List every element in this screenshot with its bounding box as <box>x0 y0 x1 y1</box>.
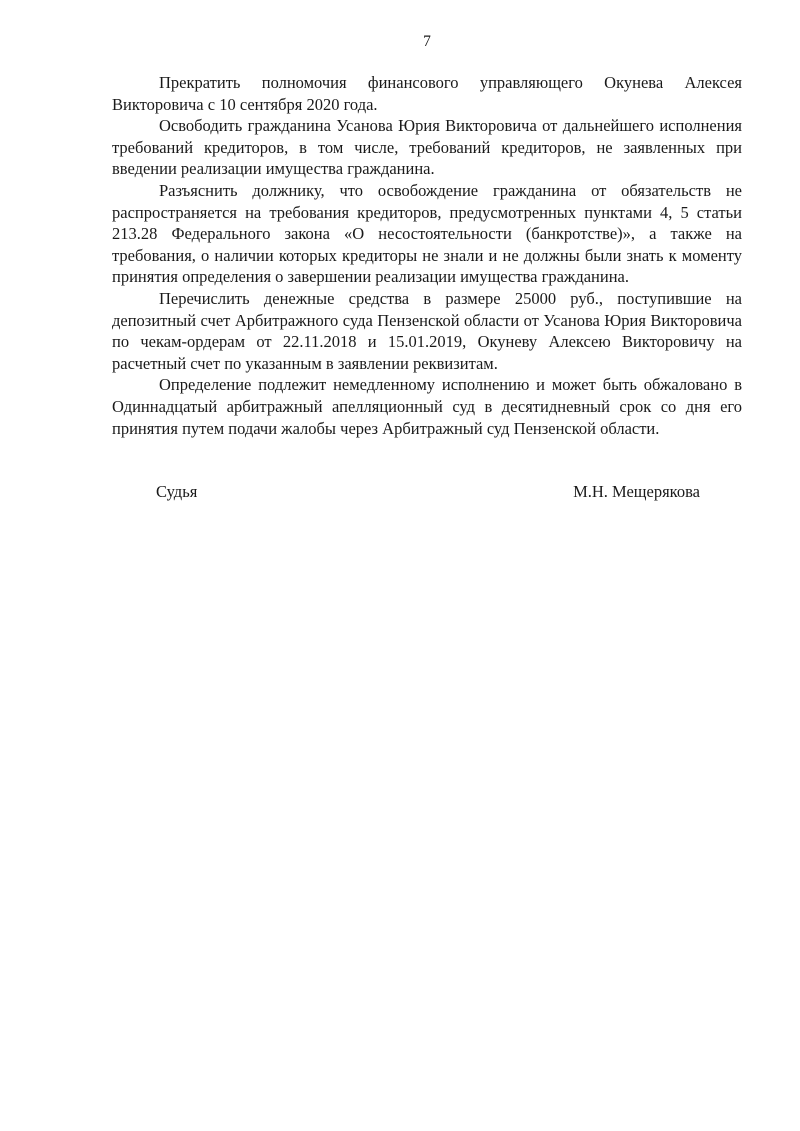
paragraph-transfer-funds: Перечислить денежные средства в размере 25000 руб., поступившие на депозитный счет Арбитражного суда Пензенской области от Усанова Юрия Викторовича по чекам-ордерам от 22.11.2018 и 15.01.2019, Окуневу Алексею Викторовичу на расчетный счет по указанным в заявлении реквизитам. <box>112 288 742 373</box>
document-body <box>112 72 742 439</box>
page-number: 7 <box>423 33 431 50</box>
paragraph-release-citizen: Освободить гражданина Усанова Юрия Викторовича от дальнейшего исполнения требований кредиторов, в том числе, требований кредиторов, не заявленных при введении реализации имущества гражданина. <box>112 116 742 179</box>
paragraph-terminate-powers: Прекратить полномочия финансового управляющего Окунева Алексея Викторовича с 10 сентября 2020 года. <box>112 73 742 114</box>
paragraph-clarify-debtor: Разъяснить должнику, что освобождение гражданина от обязательств не распространяется на требования кредиторов, предусмотренных пунктами 4, 5 статьи 213.28 Федерального закона «О несостоятельности (банкротстве)», а также на требования, о наличии которых кредиторы не знали и не должны были знать к моменту принятия определения о завершении реализации имущества гражданина. <box>112 180 742 287</box>
signature-row <box>112 481 742 503</box>
signature-role: Судья <box>156 482 198 502</box>
paragraph-appeal-terms: Определение подлежит немедленному исполнению и может быть обжаловано в Одиннадцатый арбитражный апелляционный суд в десятидневный срок со дня его принятия путем подачи жалобы через Арбитражный суд Пензенской области. <box>112 375 742 438</box>
signature-name: М.Н. Мещерякова <box>573 482 700 502</box>
